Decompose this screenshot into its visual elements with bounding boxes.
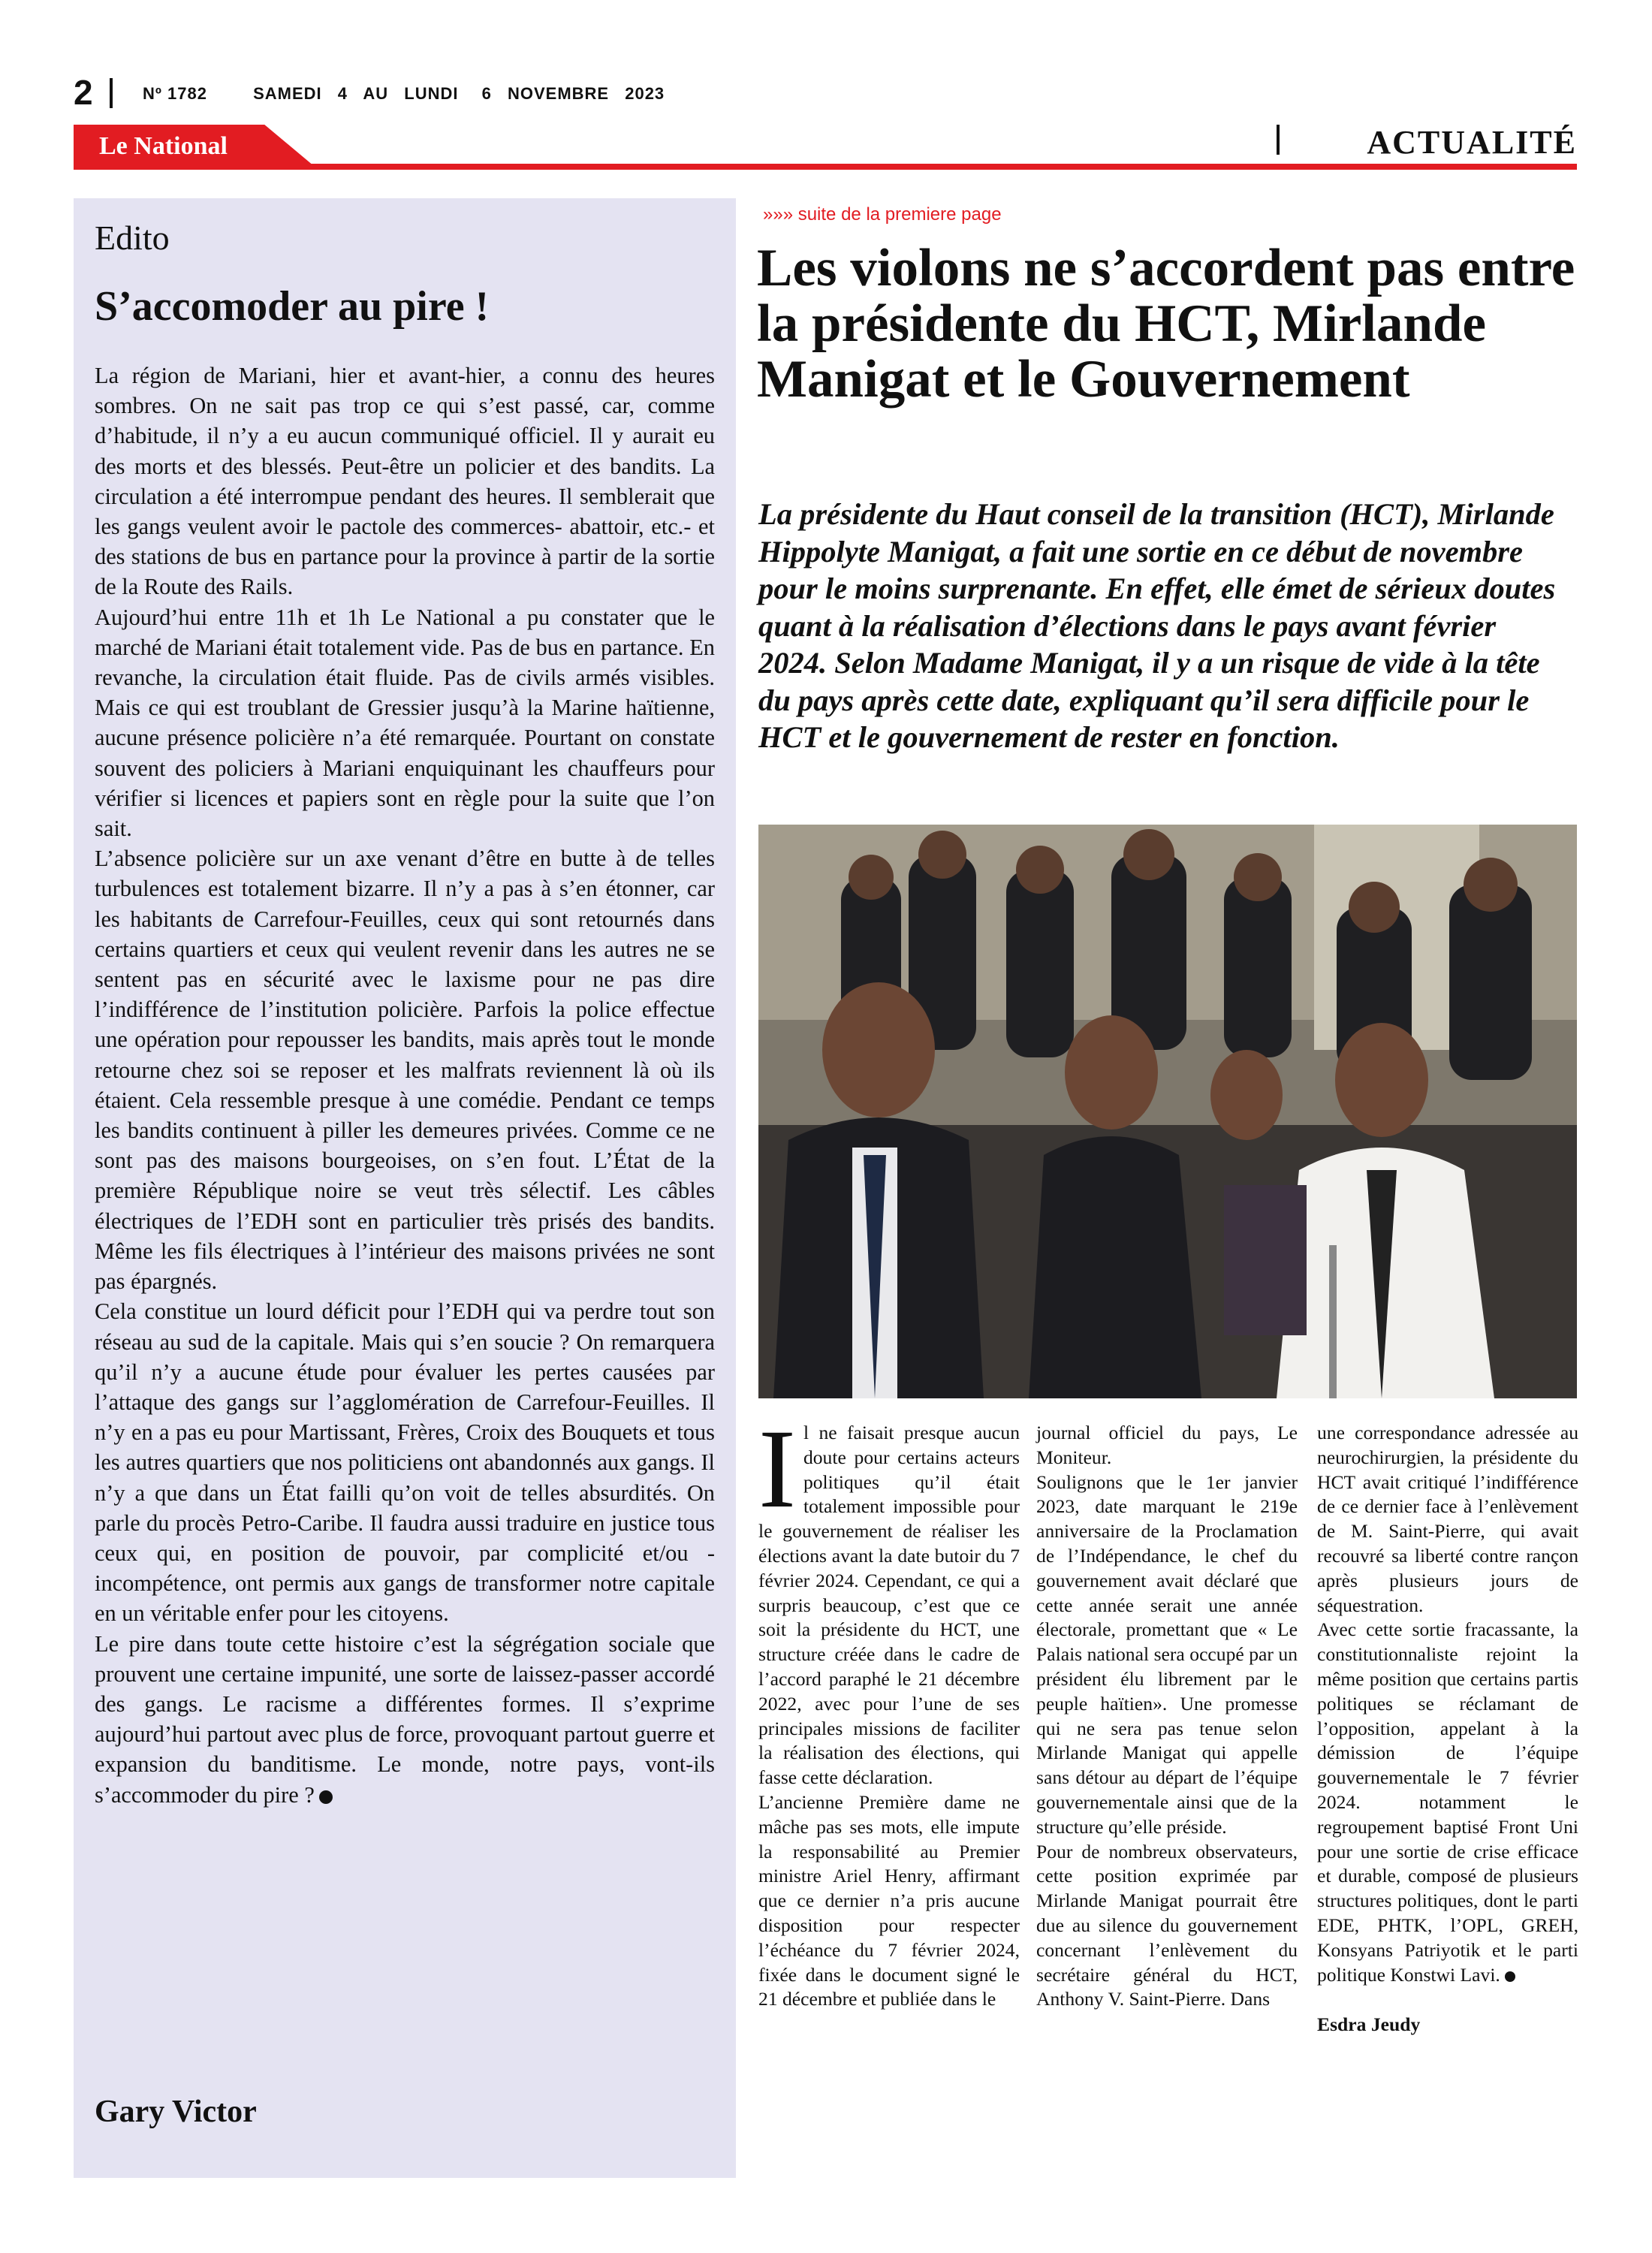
- issue-number: Nº 1782: [143, 84, 207, 103]
- edito-paragraph: Aujourd’hui entre 11h et 1h Le National a pu constater que le marché de Mariani était totalement vide. Pas de bus en partance. En revanche, la circulation était fluide. Pas de civils armés visibles. Mais ce qui est troublant de Gressier jusqu’à la Marine haïtienne, aucune présence policière n’a été remarquée. Pourtant on constate souvent des policiers à Mariani enquiquinant les chauffeurs pour vérifier si licences et papiers sont en règle pour la suite que l’on sait.: [95, 604, 715, 842]
- article-paragraph-last: [1317, 1618, 1578, 1987]
- brand-name: Le National: [99, 132, 228, 160]
- date-day-start: SAMEDI: [253, 84, 322, 103]
- edito-author: Gary Victor: [95, 2095, 257, 2129]
- article-photo: [758, 825, 1577, 1398]
- page-number-divider: [110, 78, 113, 108]
- date-month: NOVEMBRE: [507, 84, 610, 103]
- edito-body: [95, 360, 715, 1810]
- date-day-end: LUNDI: [404, 84, 459, 103]
- edito-title: S’accomoder au pire !: [95, 283, 490, 330]
- date-year: 2023: [625, 84, 665, 103]
- brand-rule: [74, 164, 1577, 170]
- page-number: 2: [74, 73, 93, 112]
- section-label: ACTUALITÉ: [1367, 124, 1577, 161]
- edito-paragraph: L’absence policière sur un axe venant d’être en butte à de telles turbulences est totalement bizarre. Il n’y a pas à s’en étonner, car les habitants de Carrefour-Feuilles, ceux qui sont retournés dans certains quartiers et ceux qui veulent revenir dans les autres ne se sentent pas en sécurité avec le laxisme pour ne pas dire l’indifférence de l’institution policière. Parfois la police effectue une opération pour repousser les bandits, mais après tout le monde retourne chez soi se reposer et les malfrats reviennent là où ils étaient. Cela ressemble presque à une comédie. Pendant ce temps les bandits continuent à piller les demeures privées. Comme ce ne sont pas des maisons bourgeoises, on s’en fout. L’État de la première République noire se veut très sélectif. Les câbles électriques de l’EDH sont en particulier très prisés des bandits. Même les fils électriques à l’intérieur des maisons privées ne sont pas épargnés.: [95, 846, 715, 1295]
- end-mark-icon: [319, 1790, 333, 1804]
- section-divider: [1277, 125, 1280, 155]
- article-byline: Esdra Jeudy: [1317, 2013, 1421, 2036]
- masthead: [74, 74, 1577, 111]
- drop-cap: I: [758, 1407, 796, 1531]
- article-body: [758, 1407, 1578, 2142]
- photo-illustration: [758, 825, 1577, 1398]
- end-mark-icon: [1505, 1971, 1515, 1982]
- continuation-note: »»» suite de la premiere page: [763, 204, 1002, 225]
- article-column-2: [1036, 1421, 1298, 2012]
- article-paragraph: L’ancienne Première dame ne mâche pas ses mots, elle impute la responsabilité au Premier ministre Ariel Henry, affirmant que ce dernier n’a pris aucune disposition pour respecter l’échéance du 7 février 2024, fixée dans le document signé le 21 décembre et publiée dans le: [758, 1790, 1020, 2010]
- article-paragraph: [758, 1407, 1020, 1790]
- article-headline: Les violons ne s’accordent pas entre la présidente du HCT, Mirlande Manigat et le Gouvernement: [757, 239, 1575, 409]
- article-paragraph: une correspondance adressée au neurochirurgien, la présidente du HCT avait critiqué l’indifférence de ce dernier face à l’enlèvement de M. Saint-Pierre, qui avait recouvré sa liberté contre rançon après plusieurs jours de séquestration.: [1317, 1422, 1578, 1616]
- date-number-start: 4: [337, 84, 348, 103]
- date-connector: AU: [363, 84, 389, 103]
- edito-paragraph-text: Le pire dans toute cette histoire c’est la ségrégation sociale que prouvent une certaine impunité, une sorte de laissez-passer accordé des gangs. Le racisme a différentes formes. Il s’exprime aujourd’hui partout avec plus de force, provoquant partout guerre et expansion du banditisme. Le monde, notre pays, vont-ils s’accommoder du pire ?: [95, 1630, 715, 1808]
- brand-strip: [74, 125, 1577, 170]
- edito-paragraph-last: [95, 1629, 715, 1810]
- edito-paragraph: Cela constitue un lourd déficit pour l’EDH qui va perdre tout son réseau au sud de la capitale. Mais qui s’en soucie ? On remarquera qu’il n’y a aucune étude pour évaluer les pertes causées par l’attaque des gangs sur l’agglomération de Carrefour-Feuilles. Il n’y en a pas eu pour Martissant, Frères, Croix des Bouquets et tous les autres quartiers que nos politiciens ont abandonnés aux gangs. Il n’y a que dans un État failli qu’on voit de telles absurdités. On parle du procès Petro-Caribe. Il faudra aussi traduire en justice tous ceux qui, en position de pouvoir, par complicité et/ou - incompétence, ont permis aux gangs de transformer notre capitale en un véritable enfer pour les citoyens.: [95, 1298, 715, 1627]
- article-paragraph: Pour de nombreux observateurs, cette position exprimée par Mirlande Manigat pourrait être due au silence du gouvernement concernant l’enlèvement du secrétaire général du HCT, Anthony V. Saint-Pierre. Dans: [1036, 1840, 1298, 2010]
- issue-info: [143, 83, 675, 105]
- article-column-1: [758, 1407, 1020, 2012]
- article-paragraph-text: Avec cette sortie fracassante, la constitutionnaliste rejoint la même position que certains partis politiques se réclamant de l’opposition, appelant à la démission de l’équipe gouvernementale le 7 février 2024. notamment le regroupement baptisé Front Uni pour une sortie de crise efficace et durable, composé de plusieurs structures politiques, dont le parti EDE, PHTK, l’OPL, GREH, Konsyans Patriyotik et le parti politique Konstwi Lavi.: [1317, 1618, 1578, 1986]
- article-paragraph-text: l ne faisait presque aucun doute pour certains acteurs politiques qu’il était totalement impossible pour le gouvernement de réaliser les élections avant la date butoir du 7 février 2024. Cependant, ce qui a surpris beaucoup, c’est que ce soit la présidente du HCT, une structure créée dans le cadre de l’accord paraphé le 21 décembre 2022, avec pour l’une de ses principales missions de faciliter la réalisation des élections, qui fasse cette déclaration.: [758, 1422, 1020, 1789]
- article-paragraph: journal officiel du pays, Le Moniteur.: [1036, 1422, 1298, 1468]
- edito-paragraph: La région de Mariani, hier et avant-hier, a connu des heures sombres. On ne sait pas trop ce qui s’est passé, car, comme d’habitude, il n’y a eu aucun communiqué officiel. Il y aurait eu des morts et des blessés. Peut-être un policier et des bandits. La circulation a été interrompue pendant des heures. Il semblerait que les gangs veulent avoir le pactole des commerces- abattoir, etc.- et des stations de bus en partance pour la province à partir de la sortie de la Route des Rails.: [95, 363, 715, 600]
- edito-kicker: Edito: [95, 219, 170, 257]
- article-paragraph: Soulignons que le 1er janvier 2023, date marquant le 219e anniversaire de la Proclamation de l’Indépendance, le chef du gouvernement avait déclaré que cette année serait une année électorale, promettant que « Le Palais national sera occupé par un président élu librement par le peuple haïtien». Une promesse qui ne sera pas tenue selon Mirlande Manigat qui appelle sans détour au départ de l’équipe gouvernementale ainsi que de la structure qu’elle préside.: [1036, 1470, 1298, 1838]
- date-number-end: 6: [481, 84, 492, 103]
- article-column-3: [1317, 1421, 1578, 2037]
- article-lede: La présidente du Haut conseil de la transition (HCT), Mirlande Hippolyte Manigat, a fait une sortie en ce début de novembre pour le moins surprenante. En effet, elle émet de sérieux doutes quant à la réalisation d’élections dans le pays avant février 2024. Selon Madame Manigat, il y a un risque de vide à la tête du pays après cette date, expliquant qu’il sera difficile pour le HCT et le gouvernement de rester en fonction.: [758, 497, 1556, 754]
- edito-box: [74, 198, 736, 2178]
